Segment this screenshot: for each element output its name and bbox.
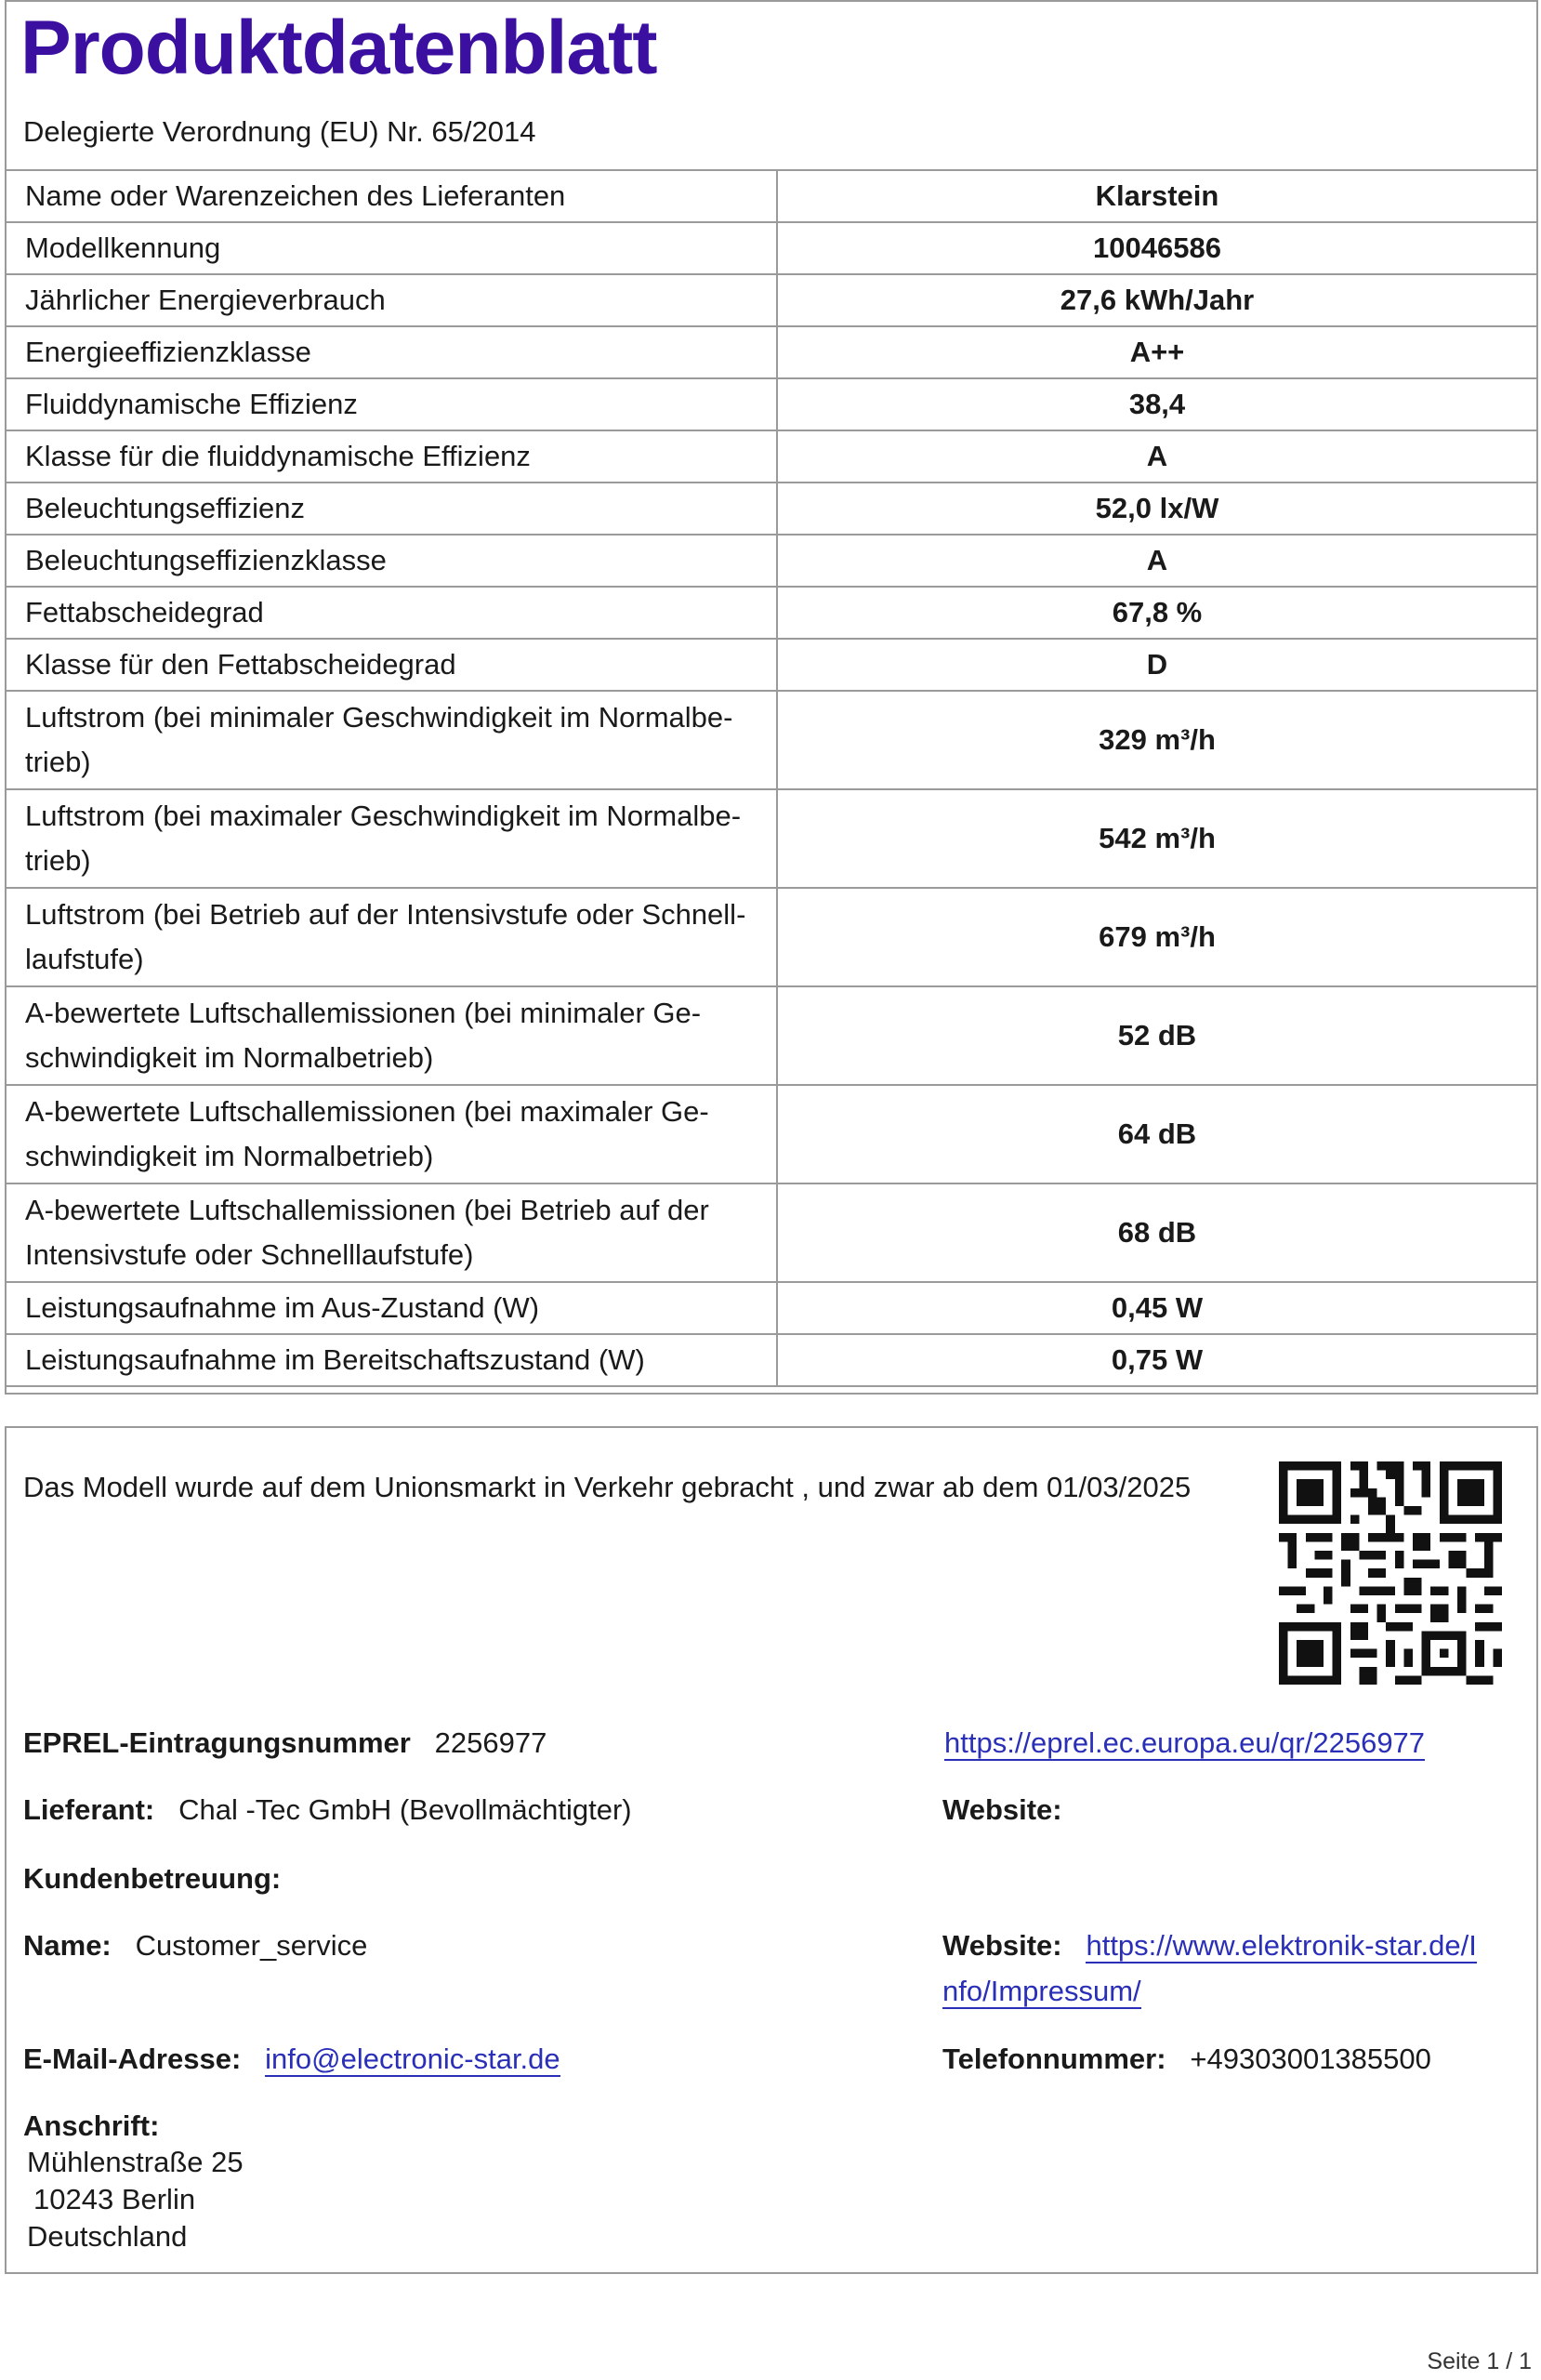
name-row bbox=[23, 1924, 367, 1968]
spec-label: Luftstrom (bei maximaler Geschwindigkeit im Normalbe- trieb) bbox=[6, 789, 777, 888]
spec-label: Jährlicher Energieverbrauch bbox=[6, 274, 777, 326]
spec-label: Beleuchtungseffizienzklasse bbox=[6, 535, 777, 587]
spec-row bbox=[6, 1334, 1537, 1386]
spec-value: 38,4 bbox=[777, 378, 1537, 430]
address-line-city: 10243 Berlin bbox=[33, 2183, 196, 2215]
spec-row bbox=[6, 789, 1537, 888]
spec-row bbox=[6, 888, 1537, 986]
spec-row bbox=[6, 535, 1537, 587]
page-title: Produktdatenblatt bbox=[20, 6, 657, 90]
spec-value: 542 m³/h bbox=[777, 789, 1537, 888]
spec-row bbox=[6, 986, 1537, 1085]
phone-value: +49303001385500 bbox=[1190, 2043, 1431, 2075]
regulation-reference: Delegierte Verordnung (EU) Nr. 65/2014 bbox=[23, 115, 536, 148]
address-line-street: Mühlenstraße 25 bbox=[27, 2146, 244, 2178]
spec-row bbox=[6, 483, 1537, 535]
spec-label: Modellkennung bbox=[6, 222, 777, 274]
spec-value: 52 dB bbox=[777, 986, 1537, 1085]
website2-link-line2[interactable]: nfo/Impressum/ bbox=[942, 1975, 1141, 2007]
spec-value: 64 dB bbox=[777, 1085, 1537, 1183]
page-number: Seite 1 / 1 bbox=[1427, 2348, 1532, 2374]
spec-value: A++ bbox=[777, 326, 1537, 378]
spec-label: Name oder Warenzeichen des Lieferanten bbox=[6, 170, 777, 222]
spec-row bbox=[6, 1085, 1537, 1183]
spec-label: A-bewertete Luftschallemissionen (bei maximaler Ge- schwindigkeit im Normalbetrieb) bbox=[6, 1085, 777, 1183]
website-label: Website: bbox=[942, 1793, 1062, 1826]
spec-label: Beleuchtungseffizienz bbox=[6, 483, 777, 535]
spec-label: A-bewertete Luftschallemissionen (bei Betrieb auf der Intensivstufe oder Schnelllaufstufe) bbox=[6, 1183, 777, 1282]
spec-value: 0,45 W bbox=[777, 1282, 1537, 1334]
customer-service-heading: Kundenbetreuung: bbox=[23, 1862, 282, 1895]
website2-row-cont bbox=[942, 1969, 1141, 2014]
spec-table bbox=[5, 169, 1538, 1387]
spec-row bbox=[6, 274, 1537, 326]
eprel-number: 2256977 bbox=[434, 1726, 547, 1759]
supplier-label: Lieferant: bbox=[23, 1793, 155, 1826]
spec-label: Fettabscheidegrad bbox=[6, 587, 777, 639]
spec-row bbox=[6, 691, 1537, 789]
spec-label: A-bewertete Luftschallemissionen (bei minimaler Ge- schwindigkeit im Normalbetrieb) bbox=[6, 986, 777, 1085]
phone-label: Telefonnummer: bbox=[942, 2043, 1166, 2075]
eprel-row bbox=[23, 1721, 547, 1765]
spec-value: 10046586 bbox=[777, 222, 1537, 274]
spec-row bbox=[6, 222, 1537, 274]
spec-row bbox=[6, 587, 1537, 639]
eprel-label: EPREL-Eintragungsnummer bbox=[23, 1726, 411, 1759]
spec-value: 67,8 % bbox=[777, 587, 1537, 639]
phone-row bbox=[942, 2037, 1431, 2082]
spec-row bbox=[6, 378, 1537, 430]
spec-label: Leistungsaufnahme im Aus-Zustand (W) bbox=[6, 1282, 777, 1334]
supplier-value: Chal -Tec GmbH (Bevollmächtigter) bbox=[178, 1793, 632, 1826]
spec-value: 68 dB bbox=[777, 1183, 1537, 1282]
spec-value: D bbox=[777, 639, 1537, 691]
email-link[interactable]: info@electronic-star.de bbox=[265, 2043, 560, 2075]
spec-row bbox=[6, 1282, 1537, 1334]
name-value: Customer_service bbox=[135, 1929, 368, 1962]
spec-row bbox=[6, 326, 1537, 378]
website2-label: Website: bbox=[942, 1929, 1062, 1962]
email-row bbox=[23, 2037, 560, 2082]
spec-value: A bbox=[777, 535, 1537, 587]
spec-row bbox=[6, 430, 1537, 483]
spec-value: A bbox=[777, 430, 1537, 483]
name-label: Name: bbox=[23, 1929, 112, 1962]
eprel-link[interactable]: https://eprel.ec.europa.eu/qr/2256977 bbox=[944, 1726, 1426, 1759]
email-label: E-Mail-Adresse: bbox=[23, 2043, 242, 2075]
address-line-country: Deutschland bbox=[27, 2220, 188, 2253]
market-date-text: Das Modell wurde auf dem Unionsmarkt in Verkehr gebracht , und zwar ab dem 01/03/2025 bbox=[23, 1471, 1192, 1503]
spec-row bbox=[6, 170, 1537, 222]
eprel-link-row bbox=[944, 1721, 1425, 1765]
spec-label: Fluiddynamische Effizienz bbox=[6, 378, 777, 430]
spec-value: 0,75 W bbox=[777, 1334, 1537, 1386]
spec-label: Klasse für die fluiddynamische Effizienz bbox=[6, 430, 777, 483]
spec-label: Luftstrom (bei minimaler Geschwindigkeit im Normalbe- trieb) bbox=[6, 691, 777, 789]
qr-code-icon[interactable] bbox=[1279, 1461, 1502, 1685]
website2-row bbox=[942, 1924, 1477, 1968]
address-label: Anschrift: bbox=[23, 2109, 160, 2142]
spec-row bbox=[6, 639, 1537, 691]
spec-label: Klasse für den Fettabscheidegrad bbox=[6, 639, 777, 691]
spec-label: Luftstrom (bei Betrieb auf der Intensivstufe oder Schnell- laufstufe) bbox=[6, 888, 777, 986]
spec-value: 679 m³/h bbox=[777, 888, 1537, 986]
spec-label: Energieeffizienzklasse bbox=[6, 326, 777, 378]
spec-row bbox=[6, 1183, 1537, 1282]
spec-value: 329 m³/h bbox=[777, 691, 1537, 789]
website2-link-line1[interactable]: https://www.elektronik-star.de/I bbox=[1086, 1929, 1477, 1962]
supplier-row bbox=[23, 1788, 632, 1832]
spec-label: Leistungsaufnahme im Bereitschaftszustand (W) bbox=[6, 1334, 777, 1386]
spec-value: 52,0 lx/W bbox=[777, 483, 1537, 535]
spec-value: 27,6 kWh/Jahr bbox=[777, 274, 1537, 326]
spec-value: Klarstein bbox=[777, 170, 1537, 222]
